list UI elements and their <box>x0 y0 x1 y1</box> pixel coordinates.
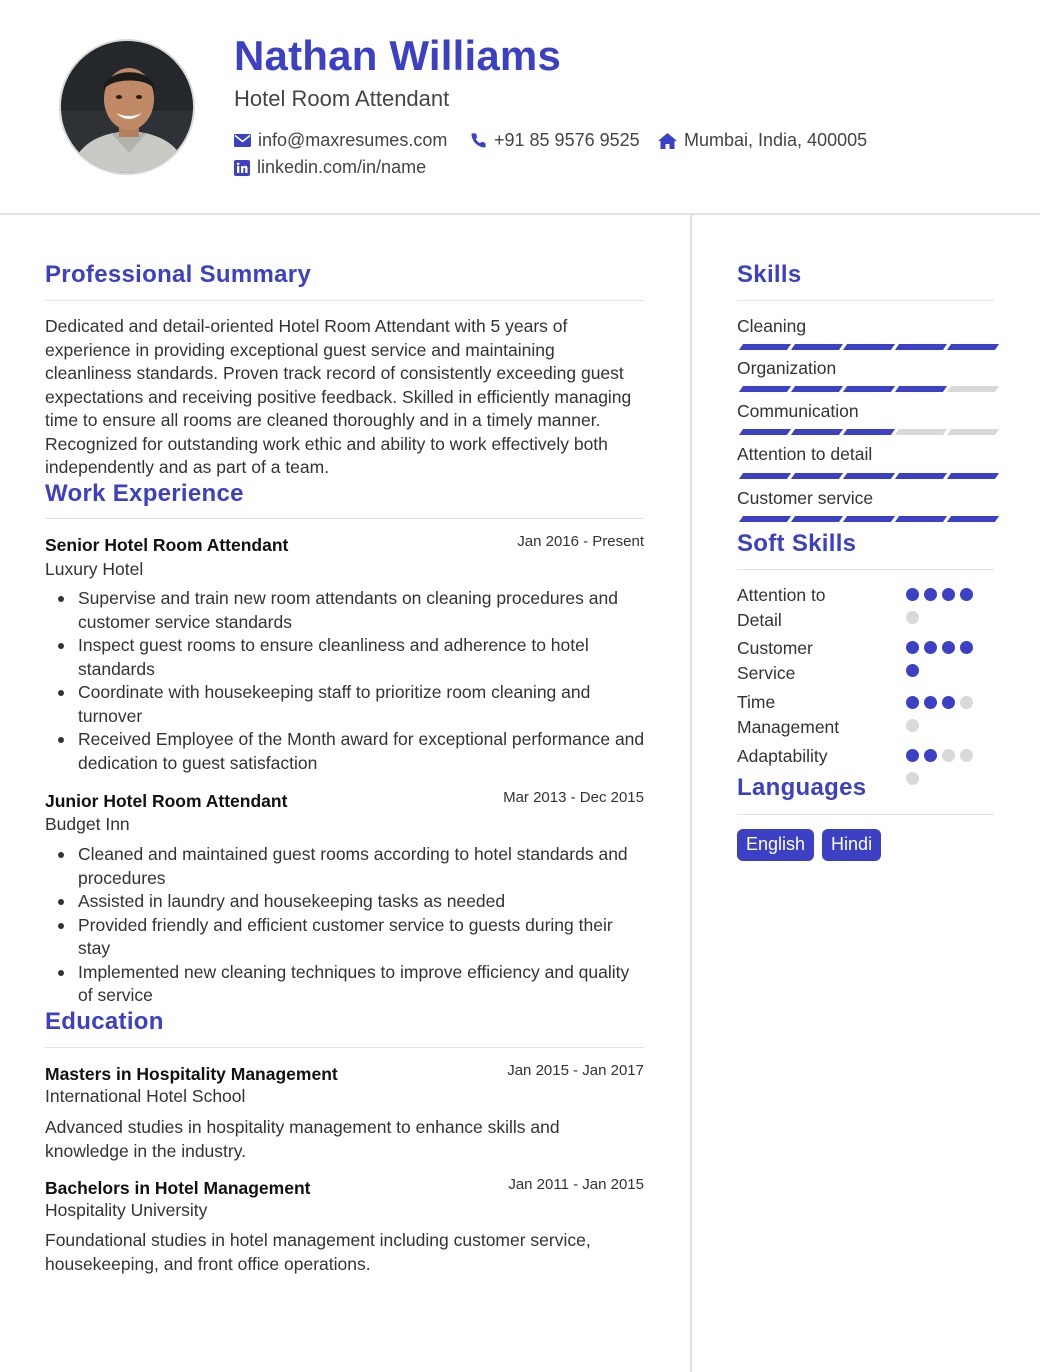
skill-segment-empty <box>947 429 999 435</box>
skill-segment-filled <box>739 473 791 479</box>
rating-dot-filled <box>924 588 937 601</box>
soft-skill-name: Customer Service <box>737 638 813 683</box>
rating-dot-empty <box>906 772 919 785</box>
rating-dot-filled <box>942 696 955 709</box>
skill-segment-filled <box>843 386 895 392</box>
soft-skill-rating <box>906 696 986 732</box>
rating-dot-filled <box>924 641 937 654</box>
soft-skill-rating <box>906 749 986 785</box>
list-item: Inspect guest rooms to ensure cleanliness and adherence to hotel standards <box>45 634 645 681</box>
language-chip: Hindi <box>822 829 881 861</box>
education-description: Foundational studies in hotel management including customer service, housekeeping, and front office operations. <box>45 1230 591 1274</box>
rating-dot-empty <box>906 611 919 624</box>
contact-linkedin[interactable] <box>234 157 426 178</box>
skill-level-bar <box>741 386 997 392</box>
rating-dot-filled <box>906 641 919 654</box>
rating-dot-filled <box>906 588 919 601</box>
skill-segment-filled <box>843 473 895 479</box>
list-item: Assisted in laundry and housekeeping tasks as needed <box>45 890 645 914</box>
degree-title: Masters in Hospitality Management <box>45 1064 338 1084</box>
skill-segment-filled <box>947 344 999 350</box>
contact-email[interactable] <box>234 130 447 151</box>
skill-segment-filled <box>843 344 895 350</box>
rating-dot-filled <box>960 641 973 654</box>
phone-icon <box>470 132 487 149</box>
rating-dot-empty <box>960 696 973 709</box>
rating-dot-filled <box>924 696 937 709</box>
location-text: Mumbai, India, 400005 <box>684 130 868 150</box>
linkedin-icon <box>234 160 250 176</box>
list-item: Coordinate with housekeeping staff to prioritize room cleaning and turnover <box>45 681 645 728</box>
skill-name: Communication <box>737 401 859 421</box>
phone-text: +91 85 9576 9525 <box>494 130 640 150</box>
soft-skill-name: Adaptability <box>737 746 828 766</box>
email-text: info@maxresumes.com <box>258 130 448 150</box>
experience-rule <box>45 518 644 519</box>
job-bullets <box>45 843 645 1008</box>
linkedin-text: linkedin.com/in/name <box>257 157 427 177</box>
skill-segment-filled <box>947 473 999 479</box>
skill-segment-filled <box>791 429 843 435</box>
envelope-icon <box>234 134 251 147</box>
soft-skill-name: Time Management <box>737 692 840 737</box>
soft-skills-rule <box>737 569 994 570</box>
profile-photo <box>59 39 195 175</box>
skill-segment-filled <box>843 516 895 522</box>
education-dates: Jan 2015 - Jan 2017 <box>507 1062 644 1079</box>
job-title: Senior Hotel Room Attendant <box>45 535 289 555</box>
skill-name: Customer service <box>737 488 874 508</box>
rating-dot-empty <box>906 719 919 732</box>
school-name: Hospitality University <box>45 1200 208 1220</box>
experience-heading: Work Experience <box>45 480 244 507</box>
skill-segment-filled <box>895 516 947 522</box>
skill-name: Organization <box>737 358 837 378</box>
summary-text: Dedicated and detail-oriented Hotel Room Attendant with 5 years of experience in providing exceptional guest service and maintaining cleanliness standards. Proven track record of consistently exceeding guest expectations and receiving positive feedback. Skilled in efficiently managing time to ensure all rooms are cleaned thoroughly and in a timely manner. Recognized for outstanding work ethic and ability to work effectively both independently and as part of a team. <box>45 316 632 477</box>
profile-photo-illustration <box>61 41 195 175</box>
skill-segment-filled <box>791 473 843 479</box>
candidate-title: Hotel Room Attendant <box>234 86 450 111</box>
skill-level-bar <box>741 429 997 435</box>
education-description: Advanced studies in hospitality management to enhance skills and knowledge in the industry. <box>45 1117 560 1161</box>
education-dates: Jan 2011 - Jan 2015 <box>508 1176 644 1193</box>
list-item: Received Employee of the Month award for exceptional performance and dedication to guest satisfaction <box>45 728 645 775</box>
rating-dot-filled <box>906 696 919 709</box>
skill-segment-filled <box>791 516 843 522</box>
skill-name: Cleaning <box>737 316 807 336</box>
languages-heading: Languages <box>737 774 867 801</box>
summary-heading: Professional Summary <box>45 261 312 288</box>
skill-segment-empty <box>895 429 947 435</box>
rating-dot-filled <box>960 588 973 601</box>
job-company: Luxury Hotel <box>45 559 144 579</box>
skill-segment-filled <box>791 386 843 392</box>
languages-rule <box>737 814 994 815</box>
skill-segment-filled <box>947 516 999 522</box>
resume-header <box>0 0 1040 215</box>
degree-title: Bachelors in Hotel Management <box>45 1178 311 1198</box>
column-divider <box>690 215 692 1372</box>
list-item: Provided friendly and efficient customer service to guests during their stay <box>45 914 645 961</box>
rating-dot-filled <box>942 588 955 601</box>
school-name: International Hotel School <box>45 1086 246 1106</box>
skill-segment-filled <box>843 429 895 435</box>
language-list <box>737 829 881 861</box>
skill-name: Attention to detail <box>737 444 873 464</box>
skill-segment-filled <box>739 386 791 392</box>
skills-heading: Skills <box>737 261 802 288</box>
rating-dot-filled <box>906 749 919 762</box>
skill-level-bar <box>741 516 997 522</box>
job-bullets <box>45 587 645 775</box>
rating-dot-empty <box>960 749 973 762</box>
rating-dot-filled <box>906 664 919 677</box>
skill-segment-filled <box>739 516 791 522</box>
skill-segment-empty <box>947 386 999 392</box>
skill-segment-filled <box>895 344 947 350</box>
education-heading: Education <box>45 1008 164 1035</box>
home-icon <box>658 133 677 149</box>
skill-segment-filled <box>895 386 947 392</box>
job-dates: Jan 2016 - Present <box>517 533 644 550</box>
summary-rule <box>45 300 644 301</box>
candidate-name: Nathan Williams <box>234 32 562 79</box>
list-item: Cleaned and maintained guest rooms according to hotel standards and procedures <box>45 843 645 890</box>
soft-skills-heading: Soft Skills <box>737 530 857 557</box>
skill-level-bar <box>741 473 997 479</box>
skill-segment-filled <box>791 344 843 350</box>
contact-phone[interactable] <box>470 130 640 151</box>
skill-segment-filled <box>739 429 791 435</box>
skills-rule <box>737 300 994 301</box>
soft-skill-rating <box>906 641 986 677</box>
soft-skill-rating <box>906 588 986 624</box>
education-rule <box>45 1047 644 1048</box>
skill-segment-filled <box>739 344 791 350</box>
contact-location <box>658 130 867 151</box>
job-title: Junior Hotel Room Attendant <box>45 791 288 811</box>
language-chip: English <box>737 829 814 861</box>
rating-dot-empty <box>942 749 955 762</box>
rating-dot-filled <box>924 749 937 762</box>
skill-segment-filled <box>895 473 947 479</box>
rating-dot-filled <box>942 641 955 654</box>
job-dates: Mar 2013 - Dec 2015 <box>503 789 644 806</box>
list-item: Implemented new cleaning techniques to improve efficiency and quality of service <box>45 961 645 1008</box>
skill-level-bar <box>741 344 997 350</box>
soft-skill-name: Attention to Detail <box>737 585 826 630</box>
job-company: Budget Inn <box>45 814 130 834</box>
list-item: Supervise and train new room attendants on cleaning procedures and customer service standards <box>45 587 645 634</box>
